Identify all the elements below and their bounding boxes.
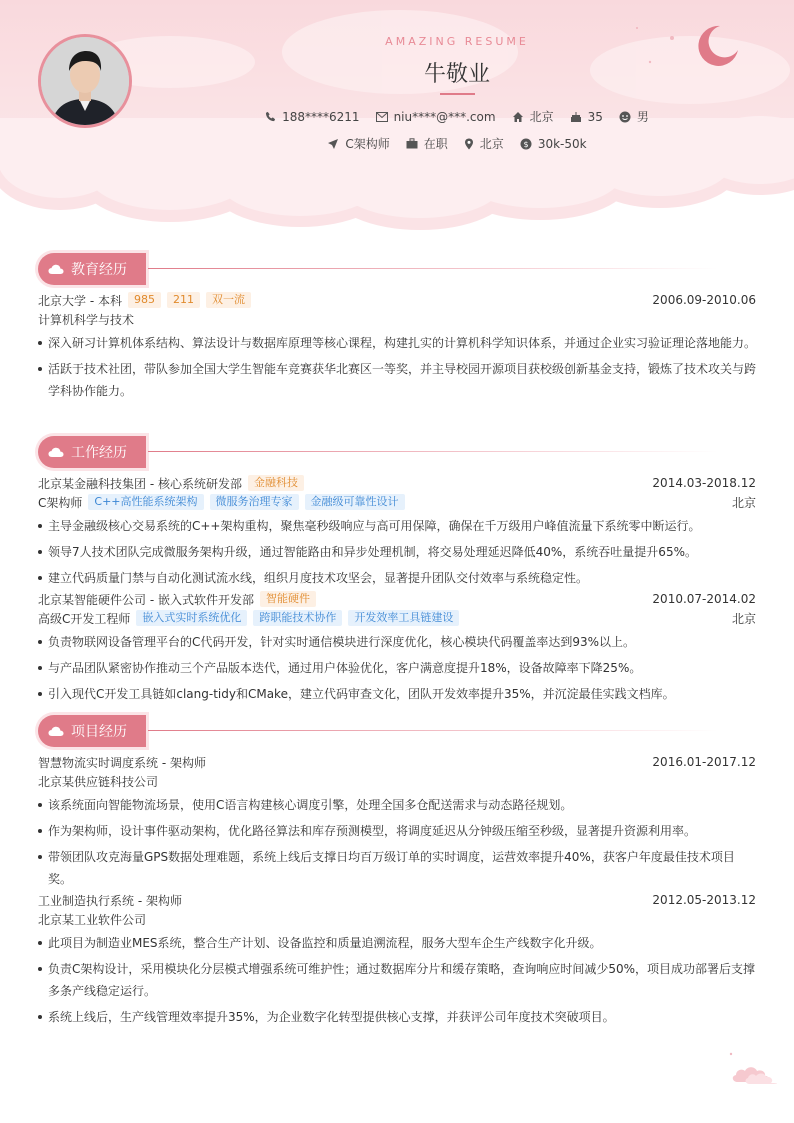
svg-text:$: $: [523, 139, 529, 149]
list-item: 负责物联网设备管理平台的C代码开发，针对实时通信模块进行深度优化，核心模块代码覆盖率达到93%以上。: [38, 631, 756, 653]
list-item: 带领团队攻克海量GPS数据处理难题，系统上线后支撑日均百万级订单的实时调度，运营效率提升40%，获客户年度最佳技术项目奖。: [38, 846, 756, 890]
school-tag: 211: [167, 292, 200, 308]
job-role: 高级C开发工程师: [38, 611, 131, 626]
education-entry: [38, 290, 756, 402]
section-divider: [148, 451, 718, 452]
contact-city: [512, 108, 554, 125]
project-date: 2012.05-2013.12: [652, 893, 756, 907]
company-name: 北京某智能硬件公司 - 嵌入式软件开发部: [38, 592, 254, 607]
section-divider: [148, 268, 718, 269]
project-entry: [38, 752, 756, 890]
work-bullets: [38, 515, 756, 589]
education-date: 2006.09-2010.06: [652, 293, 756, 307]
mail-icon: [376, 112, 388, 122]
cloud-icon: [48, 447, 64, 458]
work-entry: [38, 589, 756, 705]
age-text: 35: [587, 109, 603, 124]
list-item: 此项目为制造业MES系统，整合生产计划、设备监控和质量追溯流程，服务大型车企生产线数字化升级。: [38, 932, 756, 954]
list-item: 主导金融级核心交易系统的C++架构重构，聚焦毫秒级响应与高可用保障，确保在千万级用户峰值流量下系统零中断运行。: [38, 515, 756, 537]
status-text: 在职: [423, 137, 448, 151]
work-bullets: [38, 631, 756, 705]
company-name: 北京某金融科技集团 - 核心系统研发部: [38, 476, 242, 491]
list-item: 作为架构师，设计事件驱动架构，优化路径算法和库存预测模型，将调度延迟从分钟级压缩至秒级，显著提升资源利用率。: [38, 820, 756, 842]
intent-status: [406, 135, 448, 152]
education-section: [38, 253, 756, 402]
major: 计算机科学与技术: [38, 312, 135, 327]
send-icon: [327, 138, 339, 150]
intent-location: [464, 135, 504, 152]
resume-subtitle: AMAZING RESUME: [385, 35, 529, 48]
salary-text: 30k-50k: [537, 136, 587, 151]
section-header: [38, 715, 756, 747]
project-bullets: [38, 794, 756, 890]
list-item: 活跃于技术社团，带队参加全国大学生智能车竞赛获华北赛区一等奖，并主导校园开源项目获校级创新基金支持，锻炼了技术攻关与跨学科协作能力。: [38, 358, 756, 402]
skill-tag: C++高性能系统架构: [88, 494, 203, 510]
city-text: 北京: [529, 110, 554, 124]
intent-position: [327, 135, 389, 152]
work-city: 北京: [731, 495, 756, 510]
location-text: 北京: [479, 137, 504, 151]
skill-tag: 开发效率工具链建设: [348, 610, 459, 626]
salary-icon: [520, 138, 532, 150]
section-header: [38, 253, 756, 285]
project-bullets: [38, 932, 756, 1028]
face-icon: [619, 111, 631, 123]
section-title: 教育经历: [71, 262, 127, 278]
job-role: C架构师: [38, 495, 83, 510]
phone-icon: [265, 111, 276, 122]
skill-tag: 金融级可靠性设计: [305, 494, 405, 510]
list-item: 系统上线后，生产线管理效率提升35%，为企业数字化转型提供核心支撑，并获评公司年度技术突破项目。: [38, 1006, 756, 1028]
school-name: 北京大学 - 本科: [38, 293, 122, 308]
school-tag: 双一流: [206, 292, 251, 308]
resume-header: [0, 0, 794, 232]
candidate-name: 牛敬业: [423, 62, 490, 87]
section-divider: [148, 730, 718, 731]
work-section: [38, 436, 756, 705]
projects-section: [38, 715, 756, 1028]
job-intent-row: [0, 135, 794, 152]
skill-tag: 嵌入式实时系统优化: [136, 610, 247, 626]
work-entry: [38, 473, 756, 589]
contact-row: [0, 108, 794, 125]
cloud-icon: [48, 726, 64, 737]
cloud-decoration-icon: [726, 1050, 786, 1093]
contact-phone: [265, 108, 359, 125]
email-text: niu****@***.com: [393, 109, 496, 124]
section-title: 项目经历: [71, 724, 127, 740]
project-name: 智慧物流实时调度系统 - 架构师: [38, 755, 206, 770]
position-text: C架构师: [345, 137, 390, 151]
work-date: 2010.07-2014.02: [652, 592, 756, 606]
section-title-tag: [38, 715, 146, 747]
skill-tag: 微服务治理专家: [210, 494, 299, 510]
contact-email: [376, 108, 496, 125]
section-title-tag: [38, 253, 146, 285]
project-company: 北京某供应链科技公司: [38, 774, 159, 789]
intent-salary: [520, 135, 587, 152]
name-underline: [440, 93, 475, 95]
school-tag: 985: [128, 292, 161, 308]
cloud-icon: [48, 264, 64, 275]
skill-tag: 跨职能技术协作: [253, 610, 342, 626]
project-company: 北京某工业软件公司: [38, 912, 147, 927]
location-icon: [464, 138, 474, 150]
briefcase-icon: [406, 138, 418, 149]
project-date: 2016.01-2017.12: [652, 755, 756, 769]
section-title-tag: [38, 436, 146, 468]
gender-text: 男: [636, 110, 649, 124]
list-item: 该系统面向智能物流场景，使用C语言构建核心调度引擎，处理全国多仓配送需求与动态路径规划。: [38, 794, 756, 816]
work-date: 2014.03-2018.12: [652, 476, 756, 490]
industry-tag: 智能硬件: [260, 591, 316, 607]
list-item: 引入现代C开发工具链如clang-tidy和CMake，建立代码审查文化，团队开发效率提升35%，并沉淀最佳实践文档库。: [38, 683, 756, 705]
phone-text: 188****6211: [282, 109, 360, 124]
list-item: 负责C架构设计，采用模块化分层模式增强系统可维护性；通过数据库分片和缓存策略，查询响应时间减少50%，项目成功部署后支撑多条产线稳定运行。: [38, 958, 756, 1002]
list-item: 建立代码质量门禁与自动化测试流水线，组织月度技术攻坚会，显著提升团队交付效率与系统稳定性。: [38, 567, 756, 589]
work-city: 北京: [731, 611, 756, 626]
contact-age: [570, 108, 603, 125]
contact-gender: [619, 108, 649, 125]
section-title: 工作经历: [71, 445, 127, 461]
project-entry: [38, 890, 756, 1028]
industry-tag: 金融科技: [248, 475, 304, 491]
cake-icon: [570, 111, 582, 123]
education-bullets: [38, 332, 756, 402]
list-item: 深入研习计算机体系结构、算法设计与数据库原理等核心课程，构建扎实的计算机科学知识体系，并通过企业实习验证理论落地能力。: [38, 332, 756, 354]
list-item: 与产品团队紧密协作推动三个产品版本迭代，通过用户体验优化，客户满意度提升18%，设备故障率下降25%。: [38, 657, 756, 679]
project-name: 工业制造执行系统 - 架构师: [38, 893, 182, 908]
home-icon: [512, 111, 524, 123]
section-header: [38, 436, 756, 468]
list-item: 领导7人技术团队完成微服务架构升级，通过智能路由和异步处理机制，将交易处理延迟降低40%，系统吞吐量提升65%。: [38, 541, 756, 563]
